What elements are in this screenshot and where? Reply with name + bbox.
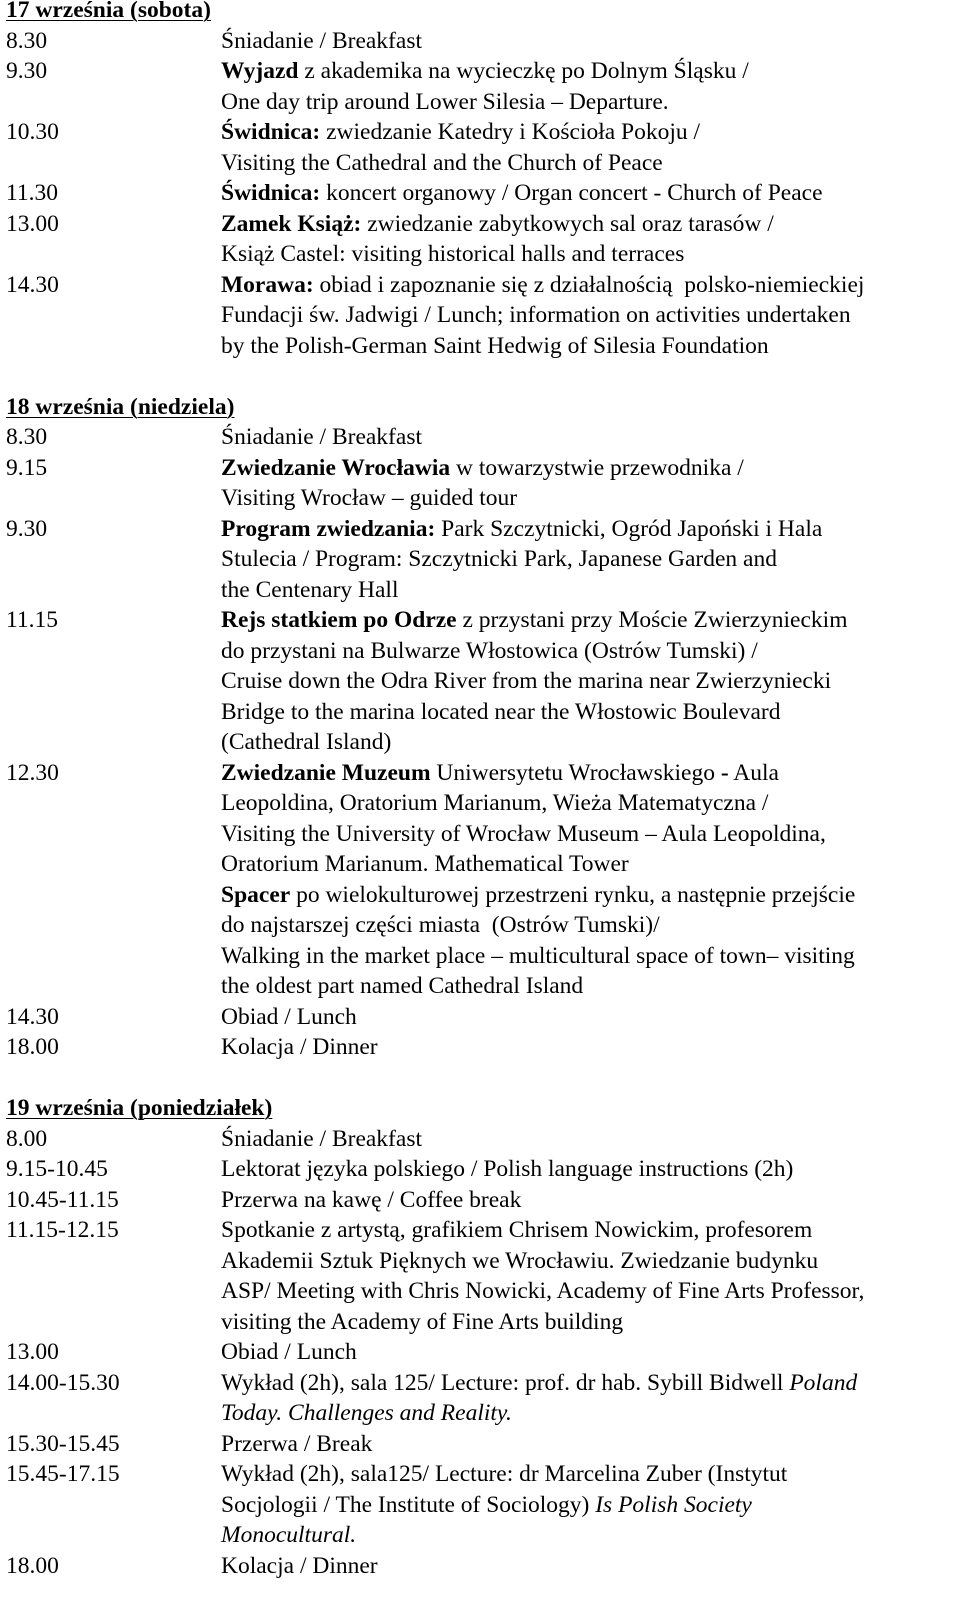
- description-line: [221, 1459, 956, 1490]
- day-section: [6, 392, 956, 1063]
- entry-description: [221, 1459, 956, 1551]
- day-section: [6, 0, 956, 361]
- text-segment: Visiting the Cathedral and the Church of Peace: [221, 149, 663, 176]
- text-segment: koncert organowy / Organ concert - Church of Peace: [320, 180, 823, 206]
- description-line: [221, 483, 956, 514]
- description-line: [221, 422, 956, 453]
- schedule-entry: [6, 605, 956, 758]
- text-segment: Przerwa na kawę / Coffee break: [221, 1186, 522, 1213]
- text-segment: do przystani na Bulwarze Włostowica (Ostrów Tumski) /: [221, 637, 758, 664]
- text-segment: Bridge to the marina located near the Włostowic Boulevard: [221, 698, 781, 725]
- description-line: [221, 1368, 956, 1399]
- description-line: [221, 56, 956, 87]
- description-line: [221, 727, 956, 758]
- text-segment: po wielokulturowej przestrzeni rynku, a następnie przejście: [290, 881, 856, 908]
- description-line: [221, 575, 956, 606]
- text-segment: zwiedzanie Katedry i Kościoła Pokoju /: [320, 119, 701, 145]
- bold-text: Świdnica:: [221, 119, 321, 145]
- bold-text: Zamek Książ:: [221, 210, 362, 237]
- entry-time: 8.30: [6, 27, 48, 54]
- text-segment: Książ Castel: visiting historical halls and terraces: [221, 241, 685, 267]
- text-segment: ASP/ Meeting with Chris Nowicki, Academy of Fine Arts Professor,: [221, 1278, 865, 1304]
- text-segment: Leopoldina, Oratorium Marianum, Wieża Matematyczna /: [221, 790, 769, 816]
- text-segment: Park Szczytnicki, Ogród Japoński i Hala: [435, 515, 823, 542]
- entry-description: [221, 178, 956, 209]
- description-line: [221, 1215, 956, 1246]
- entry-description: [221, 422, 956, 453]
- schedule-entry: [6, 1124, 956, 1155]
- description-line: [221, 1032, 956, 1063]
- day-section: [6, 1093, 956, 1581]
- entry-description: [221, 1032, 956, 1063]
- description-line: [221, 788, 956, 819]
- description-line: [221, 148, 956, 179]
- italic-text: Monocultural.: [221, 1522, 357, 1548]
- description-line: [221, 514, 956, 545]
- day-heading: 17 września (sobota): [6, 0, 211, 23]
- text-segment: Śniadanie / Breakfast: [221, 424, 422, 450]
- description-line: [221, 1337, 956, 1368]
- entry-description: [221, 1215, 956, 1337]
- entry-time: 9.15-10.45: [6, 1156, 108, 1182]
- bold-text: Zwiedzanie Muzeum: [221, 759, 431, 786]
- entry-description: [221, 56, 956, 117]
- description-line: [221, 1490, 956, 1521]
- entry-time: 13.00: [6, 1339, 59, 1365]
- entry-description: [221, 514, 956, 606]
- description-line: [221, 239, 956, 270]
- text-segment: z akademika na wycieczkę po Dolnym Śląsku /: [298, 58, 749, 84]
- description-line: [221, 605, 956, 636]
- description-line: [221, 849, 956, 880]
- text-segment: Wykład (2h), sala 125/ Lecture: prof. dr hab. Sybill Bidwell: [221, 1369, 790, 1396]
- entry-time: 14.30: [6, 271, 59, 298]
- description-line: [221, 666, 956, 697]
- text-segment: Śniadanie / Breakfast: [221, 27, 422, 54]
- description-line: [221, 1429, 956, 1460]
- description-line: [221, 636, 956, 667]
- schedule-entry: [6, 422, 956, 453]
- schedule-entry: [6, 178, 956, 209]
- entry-time: 18.00: [6, 1034, 59, 1060]
- bold-text: -: [720, 759, 729, 786]
- description-line: [221, 697, 956, 728]
- description-line: [221, 453, 956, 484]
- entry-time: 9.15: [6, 454, 48, 481]
- text-segment: Wykład (2h), sala125/ Lecture: dr Marcelina Zuber (Instytut: [221, 1461, 788, 1487]
- entry-description: [221, 1124, 956, 1155]
- schedule-entry: [6, 26, 956, 57]
- entry-time: 18.00: [6, 1552, 59, 1579]
- text-segment: Spotkanie z artystą, grafikiem Chrisem Nowickim, profesorem: [221, 1217, 813, 1243]
- description-line: [221, 819, 956, 850]
- description-line: [221, 544, 956, 575]
- entry-description: [221, 605, 956, 758]
- description-line: [221, 941, 956, 972]
- text-segment: visiting the Academy of Fine Arts building: [221, 1308, 624, 1335]
- text-segment: zwiedzanie zabytkowych sal oraz tarasów /: [361, 210, 774, 237]
- entry-description: [221, 1551, 956, 1582]
- schedule-entry: [6, 1337, 956, 1368]
- description-line: [221, 1002, 956, 1033]
- text-segment: Cruise down the Odra River from the marina near Zwierzyniecki: [221, 668, 832, 694]
- description-line: [221, 971, 956, 1002]
- entry-description: [221, 209, 956, 270]
- text-segment: the oldest part named Cathedral Island: [221, 973, 584, 999]
- italic-text: Is Polish Society: [595, 1491, 752, 1518]
- schedule-entry: [6, 1368, 956, 1429]
- entry-time: 11.15-12.15: [6, 1217, 119, 1243]
- bold-text: Program zwiedzania:: [221, 515, 436, 542]
- day-heading: 19 września (poniedziałek): [6, 1095, 273, 1121]
- entry-description: [221, 1185, 956, 1216]
- italic-text: Poland: [789, 1369, 858, 1396]
- text-segment: Visiting Wrocław – guided tour: [221, 485, 518, 511]
- text-segment: Kolacja / Dinner: [221, 1034, 378, 1060]
- schedule-entry: [6, 1032, 956, 1063]
- text-segment: Obiad / Lunch: [221, 1003, 357, 1030]
- text-segment: Śniadanie / Breakfast: [221, 1125, 422, 1152]
- description-line: [221, 758, 956, 789]
- schedule-entry: [6, 514, 956, 606]
- schedule-entry: [6, 1459, 956, 1551]
- description-line: [221, 87, 956, 118]
- text-segment: Oratorium Marianum. Mathematical Tower: [221, 851, 629, 877]
- entry-description: [221, 270, 956, 362]
- entry-description: [221, 1337, 956, 1368]
- text-segment: obiad i zapoznanie się z działalnością polsko-niemieckiej: [313, 271, 865, 298]
- description-line: [221, 880, 956, 911]
- bold-text: Rejs statkiem po Odrze: [221, 607, 457, 633]
- description-line: [221, 209, 956, 240]
- text-segment: Akademii Sztuk Pięknych we Wrocławiu. Zwiedzanie budynku: [221, 1247, 819, 1274]
- entry-description: [221, 26, 956, 57]
- description-line: [221, 1246, 956, 1277]
- schedule-entry: [6, 1185, 956, 1216]
- description-line: [221, 178, 956, 209]
- schedule-entry: [6, 1002, 956, 1033]
- text-segment: Visiting the University of Wrocław Museum – Aula Leopoldina,: [221, 820, 826, 847]
- text-segment: Lektorat języka polskiego / Polish language instructions (2h): [221, 1156, 794, 1182]
- entry-time: 9.30: [6, 515, 48, 542]
- text-segment: by the Polish-German Saint Hedwig of Silesia Foundation: [221, 332, 769, 359]
- description-line: [221, 270, 956, 301]
- schedule-entry: [6, 1154, 956, 1185]
- entry-description: [221, 758, 956, 1002]
- description-line: [221, 26, 956, 57]
- bold-text: Spacer: [221, 881, 291, 908]
- day-heading: 18 września (niedziela): [6, 393, 235, 420]
- description-line: [221, 1124, 956, 1155]
- text-segment: One day trip around Lower Silesia – Departure.: [221, 88, 669, 115]
- entry-time: 8.00: [6, 1125, 48, 1152]
- text-segment: Uniwersytetu Wrocławskiego: [430, 759, 721, 786]
- entry-description: [221, 1368, 956, 1429]
- entry-description: [221, 117, 956, 178]
- description-line: [221, 331, 956, 362]
- entry-time: 11.30: [6, 180, 59, 206]
- schedule-entry: [6, 1215, 956, 1337]
- description-line: [221, 1398, 956, 1429]
- description-line: [221, 1185, 956, 1216]
- bold-text: Świdnica:: [221, 180, 321, 206]
- schedule-entry: [6, 453, 956, 514]
- entry-description: [221, 453, 956, 514]
- text-segment: Kolacja / Dinner: [221, 1552, 378, 1579]
- text-segment: z przystani przy Moście Zwierzynieckim: [456, 607, 848, 633]
- entry-time: 15.45-17.15: [6, 1461, 120, 1487]
- entry-description: [221, 1429, 956, 1460]
- description-line: [221, 1551, 956, 1582]
- entry-time: 12.30: [6, 759, 59, 786]
- entry-time: 14.00-15.30: [6, 1369, 120, 1396]
- description-line: [221, 300, 956, 331]
- entry-time: 9.30: [6, 58, 48, 84]
- bold-text: Morawa:: [221, 271, 314, 298]
- entry-time: 13.00: [6, 210, 59, 237]
- description-line: [221, 910, 956, 941]
- schedule-entry: [6, 117, 956, 178]
- text-segment: Obiad / Lunch: [221, 1339, 357, 1365]
- schedule-entry: [6, 1551, 956, 1582]
- entry-time: 8.30: [6, 424, 48, 450]
- text-segment: Aula: [728, 759, 779, 786]
- entry-time: 10.30: [6, 119, 59, 145]
- description-line: [221, 1307, 956, 1338]
- programme-document: [6, 0, 956, 1612]
- entry-description: [221, 1002, 956, 1033]
- text-segment: the Centenary Hall: [221, 576, 399, 603]
- text-segment: Przerwa / Break: [221, 1430, 373, 1457]
- entry-time: 14.30: [6, 1003, 59, 1030]
- entry-time: 15.30-15.45: [6, 1430, 120, 1457]
- schedule-entry: [6, 1429, 956, 1460]
- entry-time: 11.15: [6, 607, 59, 633]
- text-segment: Stulecia / Program: Szczytnicki Park, Japanese Garden and: [221, 546, 777, 572]
- text-segment: do najstarszej części miasta (Ostrów Tumski)/: [221, 912, 660, 938]
- entry-description: [221, 1154, 956, 1185]
- text-segment: Fundacji św. Jadwigi / Lunch; information on activities undertaken: [221, 302, 851, 328]
- schedule-entry: [6, 209, 956, 270]
- text-segment: Socjologii / The Institute of Sociology): [221, 1491, 596, 1518]
- schedule-entry: [6, 758, 956, 1002]
- schedule-entry: [6, 56, 956, 117]
- bold-text: Zwiedzanie Wrocławia: [221, 454, 451, 481]
- text-segment: w towarzystwie przewodnika /: [450, 454, 744, 481]
- description-line: [221, 117, 956, 148]
- description-line: [221, 1276, 956, 1307]
- text-segment: (Cathedral Island): [221, 729, 392, 755]
- description-line: [221, 1520, 956, 1551]
- schedule-entry: [6, 270, 956, 362]
- entry-time: 10.45-11.15: [6, 1186, 119, 1213]
- bold-text: Wyjazd: [221, 58, 299, 84]
- description-line: [221, 1154, 956, 1185]
- italic-text: Today. Challenges and Reality.: [221, 1400, 512, 1426]
- text-segment: Walking in the market place – multicultural space of town– visiting: [221, 942, 855, 969]
